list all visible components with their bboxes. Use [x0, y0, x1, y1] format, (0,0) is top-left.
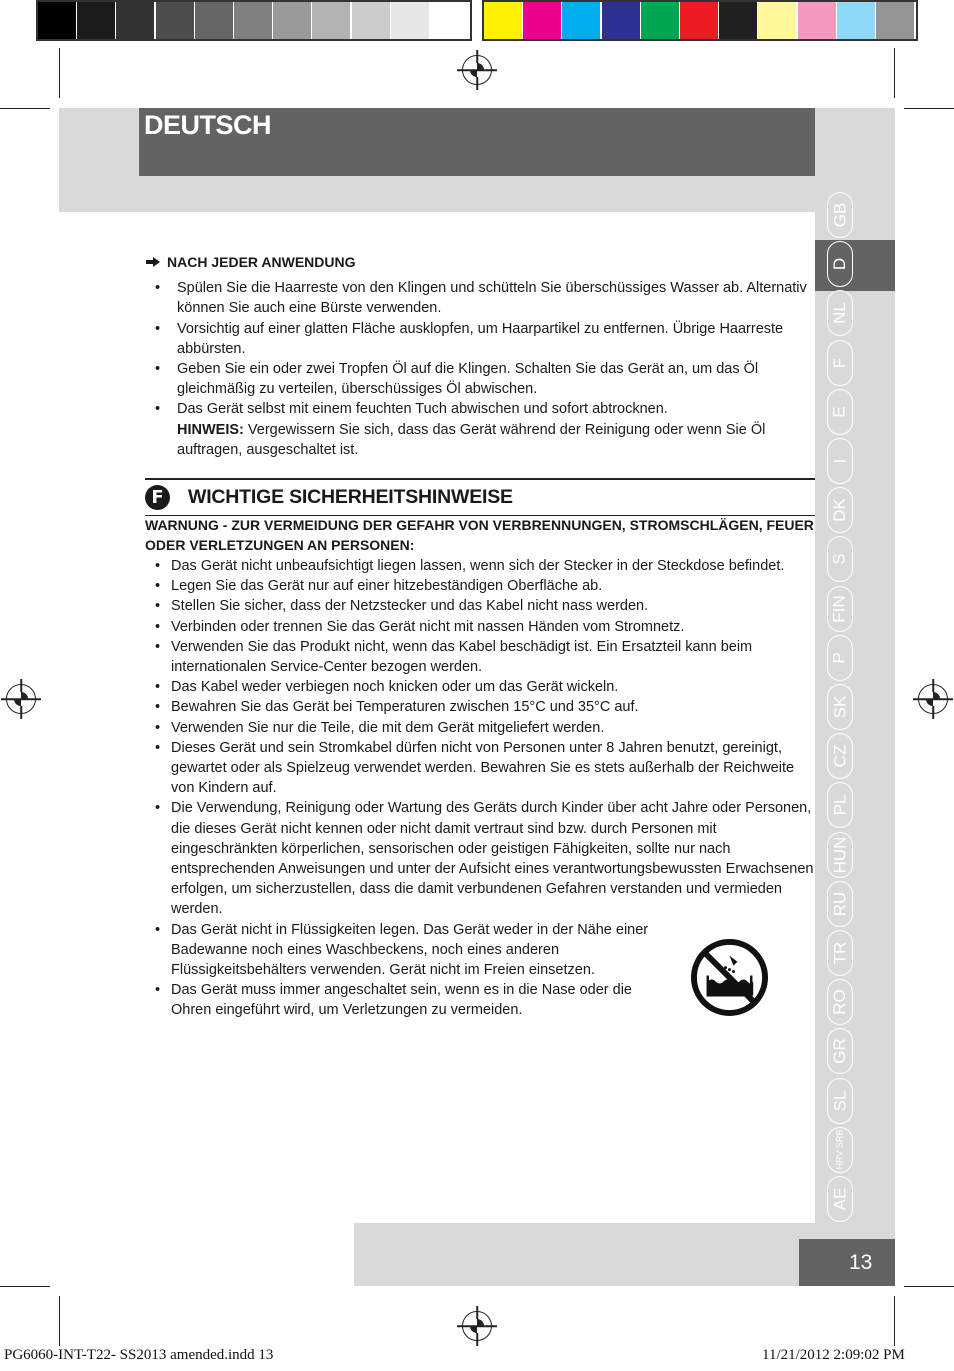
color-swatch: [602, 2, 640, 39]
page-number: 13: [799, 1239, 895, 1286]
list-item: • Das Kabel weder verbiegen noch knicken oder um das Gerät wickeln.: [145, 677, 817, 697]
section-heading: [145, 252, 817, 272]
timestamp-slug: 11/21/2012 2:09:02 PM: [762, 1347, 905, 1363]
language-tab-label: GR: [830, 1038, 849, 1065]
language-tab-label: PL: [829, 794, 849, 816]
color-swatch: [758, 2, 796, 39]
color-swatch: [195, 2, 233, 39]
crop-mark: [59, 48, 60, 98]
language-tab-label: CZ: [829, 744, 849, 768]
language-tab-dk[interactable]: [827, 487, 853, 533]
language-tab-hrv-srb[interactable]: [827, 1127, 853, 1173]
crop-mark: [904, 1286, 954, 1287]
safety-title: WICHTIGE SICHERHEITSHINWEISE: [188, 486, 513, 508]
list-item: • Verbinden oder trennen Sie das Gerät nicht mit nassen Händen vom Stromnetz.: [145, 617, 817, 637]
page-title: DEUTSCH: [144, 110, 272, 140]
language-tab-sk[interactable]: [827, 684, 853, 730]
language-tab-p[interactable]: [827, 635, 853, 681]
language-tab-label: RU: [830, 891, 849, 917]
language-tab-hun[interactable]: [827, 832, 853, 878]
registration-mark-icon: [462, 1311, 492, 1341]
color-swatch: [562, 2, 600, 39]
color-swatch: [116, 2, 154, 39]
language-tab-cz[interactable]: [827, 733, 853, 779]
crop-mark: [59, 1296, 60, 1346]
list-item: • Vorsichtig auf einer glatten Fläche ausklopfen, um Haarpartikel zu entfernen. Übrige Haarreste abbürsten.: [145, 319, 817, 359]
warning-text: WARNUNG - ZUR VERMEIDUNG DER GEFAHR VON VERBRENNUNGEN, STROMSCHLÄGEN, FEUER ODER VERLETZUNGEN AN PERSONEN:: [145, 517, 814, 553]
color-swatch: [876, 2, 914, 39]
registration-mark-icon: [462, 55, 492, 85]
color-swatch: [484, 2, 522, 39]
language-tab-label: SK: [830, 695, 849, 719]
language-tab-nl[interactable]: [827, 290, 853, 336]
language-tab-label: HRV SRB: [834, 1129, 845, 1170]
section-title: NACH JEDER ANWENDUNG: [167, 254, 356, 270]
after-use-list: [145, 278, 817, 460]
language-tab-ru[interactable]: [827, 881, 853, 927]
language-tab-gb[interactable]: [827, 192, 853, 238]
color-swatch: [156, 2, 194, 39]
language-tab-ae[interactable]: [827, 1176, 853, 1222]
list-item: • Geben Sie ein oder zwei Tropfen Öl auf die Klingen. Schalten Sie das Gerät an, um das Öl gleichmäßig zu verteilen, überschüssiges Öl abwischen.: [145, 359, 817, 399]
language-tab-label: FIN: [830, 594, 850, 623]
no-water-icon: [690, 938, 769, 1017]
list-item: • Spülen Sie die Haarreste von den Klingen und schütteln Sie überschüssiges Wasser ab. Alternativ können Sie auch eine Bürste verwenden.: [145, 278, 817, 318]
color-swatch: [798, 2, 836, 39]
crop-mark: [0, 108, 50, 109]
language-tab-label: I: [829, 458, 849, 464]
list-item: • Dieses Gerät und sein Stromkabel dürfen nicht von Personen unter 8 Jahren benutzt, gereinigt, gewartet oder als Spielzeug verwendet werden. Bewahren Sie es stets außerhalb der Reichweite von Kindern auf.: [145, 738, 817, 799]
language-tab-label: RO: [830, 989, 849, 1015]
color-swatch: [234, 2, 272, 39]
color-swatch: [273, 2, 311, 39]
language-tab-label: S: [830, 553, 849, 566]
registration-mark-icon: [6, 684, 36, 714]
language-tab-e[interactable]: [827, 389, 853, 435]
crop-mark: [894, 48, 895, 98]
note-label: HINWEIS:: [177, 421, 244, 438]
language-tab-fin[interactable]: [827, 586, 853, 632]
language-tab-label: E: [830, 406, 849, 418]
color-swatch: [523, 2, 561, 39]
list-item: • Das Gerät nicht unbeaufsichtigt liegen lassen, wenn sich der Stecker in der Steckdose befindet.: [145, 556, 817, 576]
divider: [145, 478, 815, 480]
crop-mark: [904, 108, 954, 109]
list-item: • Das Gerät nicht in Flüssigkeiten legen. Das Gerät weder in der Nähe einer Badewanne noch eines Waschbeckens, noch eines anderen Flüssigkeitsbehälters verwenden. Gerät nicht im Freien einsetzen.: [145, 920, 661, 981]
safety-heading: [145, 485, 513, 510]
color-swatch: [641, 2, 679, 39]
list-item: [145, 399, 817, 460]
color-swatch: [680, 2, 718, 39]
list-item-text: Das Gerät selbst mit einem feuchten Tuch abwischen und sofort abtrocknen.: [177, 401, 668, 418]
language-tab-s[interactable]: [827, 536, 853, 582]
language-tab-pl[interactable]: [827, 782, 853, 828]
language-tab-label: D: [830, 258, 849, 271]
list-item: • Die Verwendung, Reinigung oder Wartung des Geräts durch Kinder über acht Jahre oder Personen, die dieses Gerät nicht kennen oder nicht damit vertraut sind bzw. durch Personen mit eingeschränkten körperlichen, sensorischen oder geistigen Fähigkeiten, sollte nur nach entsprechenden Anweisungen und unter der Aufsicht eines verantwortungsbewussten Erwachsenen erfolgen, um sicherzustellen, dass die damit verbundenen Gefahren verstanden und vermieden werden.: [145, 798, 817, 919]
language-tab-label: GB: [830, 202, 849, 228]
language-tab-ro[interactable]: [827, 979, 853, 1025]
color-swatch: [837, 2, 875, 39]
language-tab-label: HUN: [830, 836, 849, 874]
arrow-right-icon: [145, 256, 161, 268]
language-tab-label: SL: [829, 1090, 849, 1111]
list-item: • Stellen Sie sicher, dass der Netzstecker und das Kabel nicht nass werden.: [145, 596, 817, 616]
language-tab-label: F: [829, 357, 849, 368]
color-swatch: [38, 2, 76, 39]
list-item: • Verwenden Sie nur die Teile, die mit dem Gerät mitgeliefert werden.: [145, 718, 817, 738]
language-tab-gr[interactable]: [827, 1028, 853, 1074]
language-tab-sl[interactable]: [827, 1078, 853, 1124]
list-item: • Bewahren Sie das Gerät bei Temperaturen zwischen 15°C und 35°C auf.: [145, 697, 817, 717]
crop-mark: [0, 1286, 50, 1287]
after-use-section: [145, 252, 817, 460]
language-tab-label: AE: [830, 1187, 849, 1211]
color-swatch: [77, 2, 115, 39]
file-slug: PG6060-INT-T22- SS2013 amended.indd 13: [4, 1347, 274, 1363]
warning-icon: F: [145, 485, 170, 510]
language-tab-label: TR: [829, 941, 849, 965]
color-swatch: [352, 2, 390, 39]
color-swatch: [430, 2, 468, 39]
note-text: Vergewissern Sie sich, dass das Gerät während der Reinigung oder wenn Sie Öl auftragen, ausgeschaltet ist.: [177, 421, 766, 458]
language-tab-tr[interactable]: [827, 930, 853, 976]
language-tab-i[interactable]: [827, 438, 853, 484]
color-swatch: [312, 2, 350, 39]
list-item: • Legen Sie das Gerät nur auf einer hitzebeständigen Oberfläche ab.: [145, 576, 817, 596]
language-tab-label: NL: [829, 302, 849, 325]
list-item: • Das Gerät muss immer angeschaltet sein, wenn es in die Nase oder die Ohren eingeführt wird, um Verletzungen zu vermeiden.: [145, 980, 661, 1020]
color-swatch: [391, 2, 429, 39]
list-item: • Verwenden Sie das Produkt nicht, wenn das Kabel beschädigt ist. Ein Ersatzteil kann beim internationalen Service-Center bezogen werden.: [145, 637, 817, 677]
color-swatch: [719, 2, 757, 39]
language-tab-f[interactable]: [827, 340, 853, 386]
language-tab-label: P: [830, 652, 849, 664]
language-tab-d[interactable]: [827, 241, 853, 287]
crop-mark: [894, 1296, 895, 1346]
language-tab-label: DK: [830, 498, 849, 522]
registration-mark-icon: [918, 684, 948, 714]
